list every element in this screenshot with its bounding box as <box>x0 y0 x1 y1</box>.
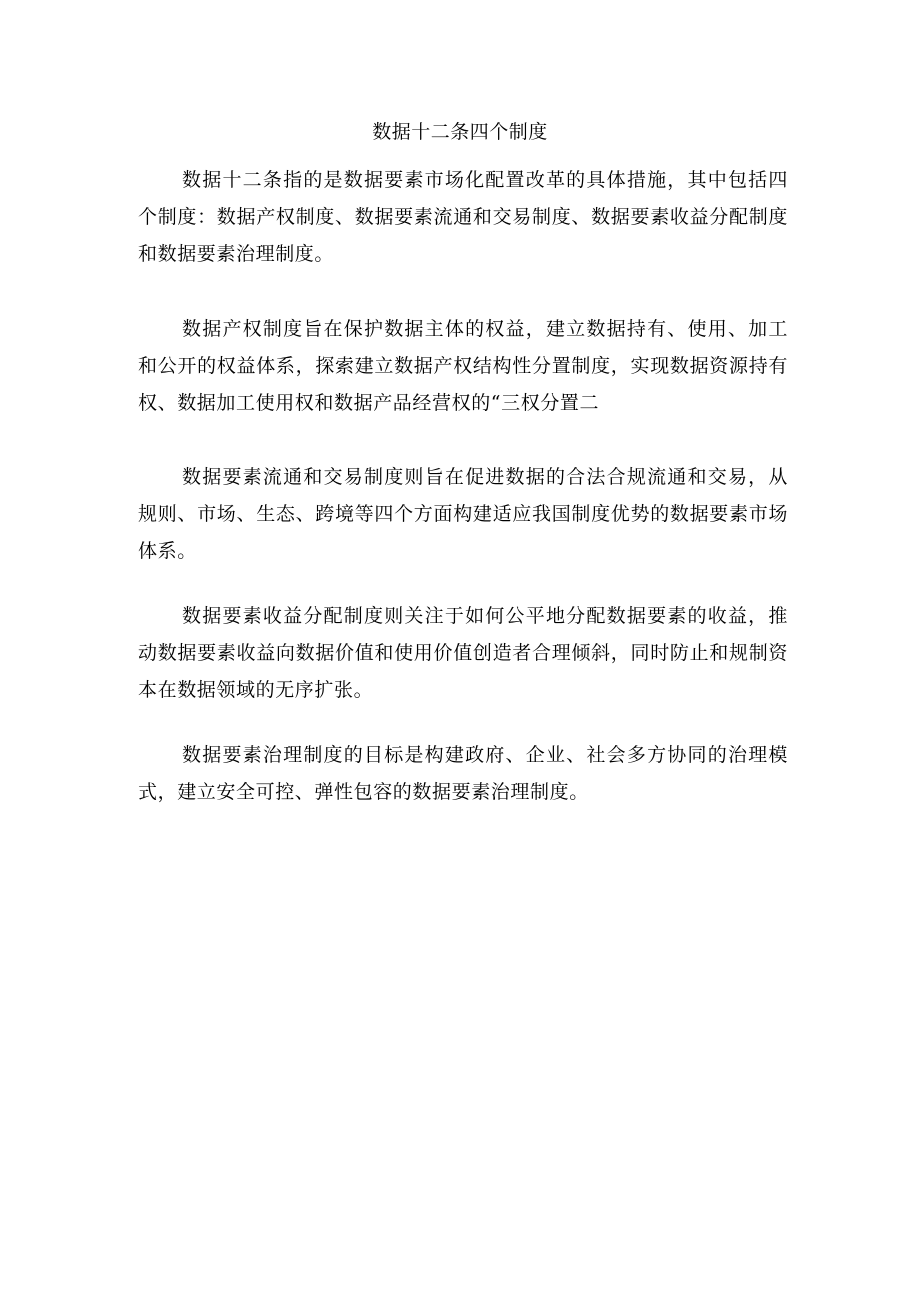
paragraph-circulation-trading: 数据要素流通和交易制度则旨在促进数据的合法合规流通和交易，从规则、市场、生态、跨境等四个方面构建适应我国制度优势的数据要素市场体系。 <box>138 466 788 562</box>
paragraph-income-distribution: 数据要素收益分配制度则关注于如何公平地分配数据要素的收益，推动数据要素收益向数据价值和使用价值创造者合理倾斜，同时防止和规制资本在数据领域的无序扩张。 <box>138 605 788 701</box>
paragraph-property-rights: 数据产权制度旨在保护数据主体的权益，建立数据持有、使用、加工和公开的权益体系，探索建立数据产权结构性分置制度，实现数据资源持有权、数据加工使用权和数据产品经营权的“三权分置二 <box>138 318 788 414</box>
paragraph-governance: 数据要素治理制度的目标是构建政府、企业、社会多方协同的治理模式，建立安全可控、弹性包容的数据要素治理制度。 <box>138 744 788 803</box>
paragraph-overview: 数据十二条指的是数据要素市场化配置改革的具体措施，其中包括四个制度：数据产权制度、数据要素流通和交易制度、数据要素收益分配制度和数据要素治理制度。 <box>138 169 788 265</box>
document-title: 数据十二条四个制度 <box>372 121 548 143</box>
